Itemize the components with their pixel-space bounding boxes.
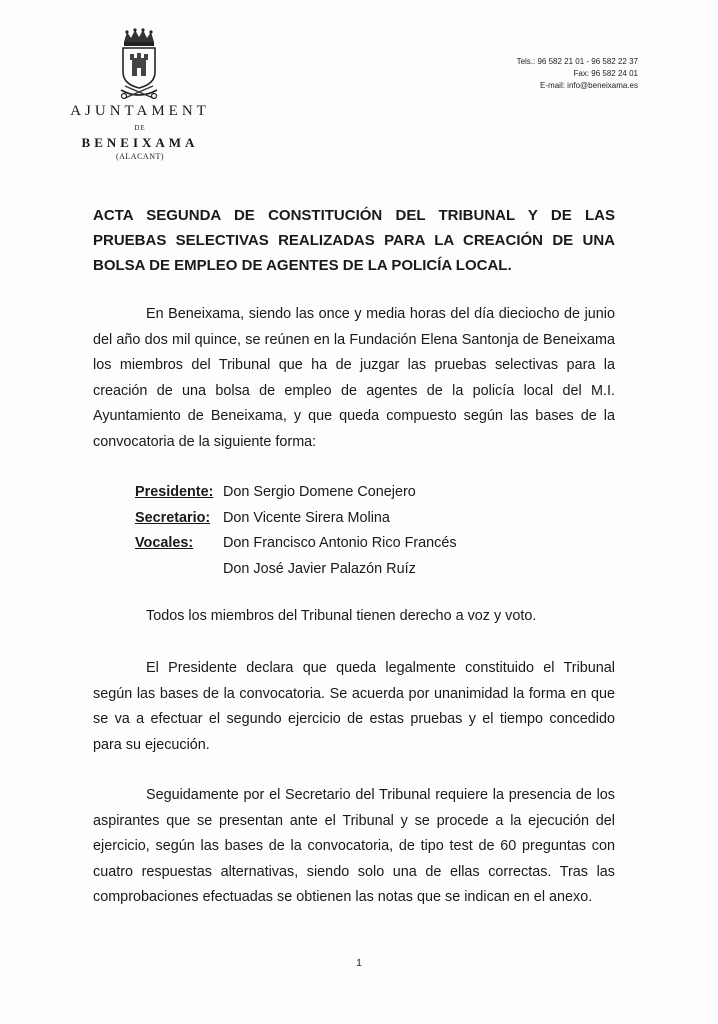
secretary-row [135, 506, 457, 532]
paragraph-exercise: Seguidamente por el Secretario del Tribunal requiere la presencia de los aspirantes que se presentan ante el Tribunal y se procede a la ejecución del ejercicio, según las bases de la convocatoria, de tipo test de 60 preguntas con cuatro respuestas alternativas, siendo solo una de ellas correctas. Tras las comprobaciones efectuadas se obtienen las notas que se indican en el anexo. [93, 787, 615, 905]
document-title: ACTA SEGUNDA DE CONSTITUCIÓN DEL TRIBUNAL Y DE LAS PRUEBAS SELECTIVAS REALIZADAS PARA LA CREACIÓN DE UNA BOLSA DE EMPLEO DE AGENTES DE LA POLICÍA LOCAL. [93, 207, 615, 274]
phone-line: Tels.: 96 582 21 01 - 96 582 22 37 [516, 57, 638, 66]
vocals-label: Vocales: [135, 535, 194, 551]
bleed-through-mark [440, 455, 444, 471]
paragraph-constitution: El Presidente declara que queda legalmente constituido el Tribunal según las bases de la convocatoria. Se acuerda por unanimidad la forma en que se va a efectuar el segundo ejercicio de estas pruebas y el tiempo concedido para su ejecución. [93, 660, 615, 753]
fax-line: Fax: 96 582 24 01 [573, 69, 638, 78]
municipal-crest-icon [115, 28, 163, 100]
municipality-de: DE [134, 124, 146, 132]
secretary-name: Don Vicente Sirera Molina [223, 509, 390, 526]
president-row [135, 480, 457, 506]
president-label: Presidente: [135, 484, 214, 500]
page-number: 1 [356, 958, 362, 969]
email-line: E-mail: info@beneixama.es [540, 81, 638, 90]
vocal-row-2 [135, 557, 457, 583]
municipality-name: BENEIXAMA [81, 135, 199, 150]
president-name: Don Sergio Domene Conejero [223, 484, 416, 500]
tribunal-members [135, 480, 457, 582]
vocal-name-1: Don Francisco Antonio Rico Francés [223, 535, 457, 551]
contact-block [517, 56, 638, 92]
municipality-line1: AJUNTAMENT [70, 103, 210, 119]
vocal-name-2: Don José Javier Palazón Ruíz [223, 560, 416, 577]
paragraph-voting: Todos los miembros del Tribunal tienen derecho a voz y voto. [146, 608, 537, 624]
province: (ALACANT) [115, 152, 165, 161]
vocals-row [135, 531, 457, 557]
secretary-label: Secretario: [135, 509, 211, 526]
paragraph-intro: En Beneixama, siendo las once y media horas del día dieciocho de junio del año dos mil quince, se reúnen en la Fundación Elena Santonja de Beneixama los miembros del Tribunal que ha de juzgar las pruebas selectivas para la creación de una bolsa de empleo de agentes de la policía local del M.I. Ayuntamiento de Beneixama, y que queda compuesto según las bases de la convocatoria de la siguiente forma: [93, 306, 615, 450]
